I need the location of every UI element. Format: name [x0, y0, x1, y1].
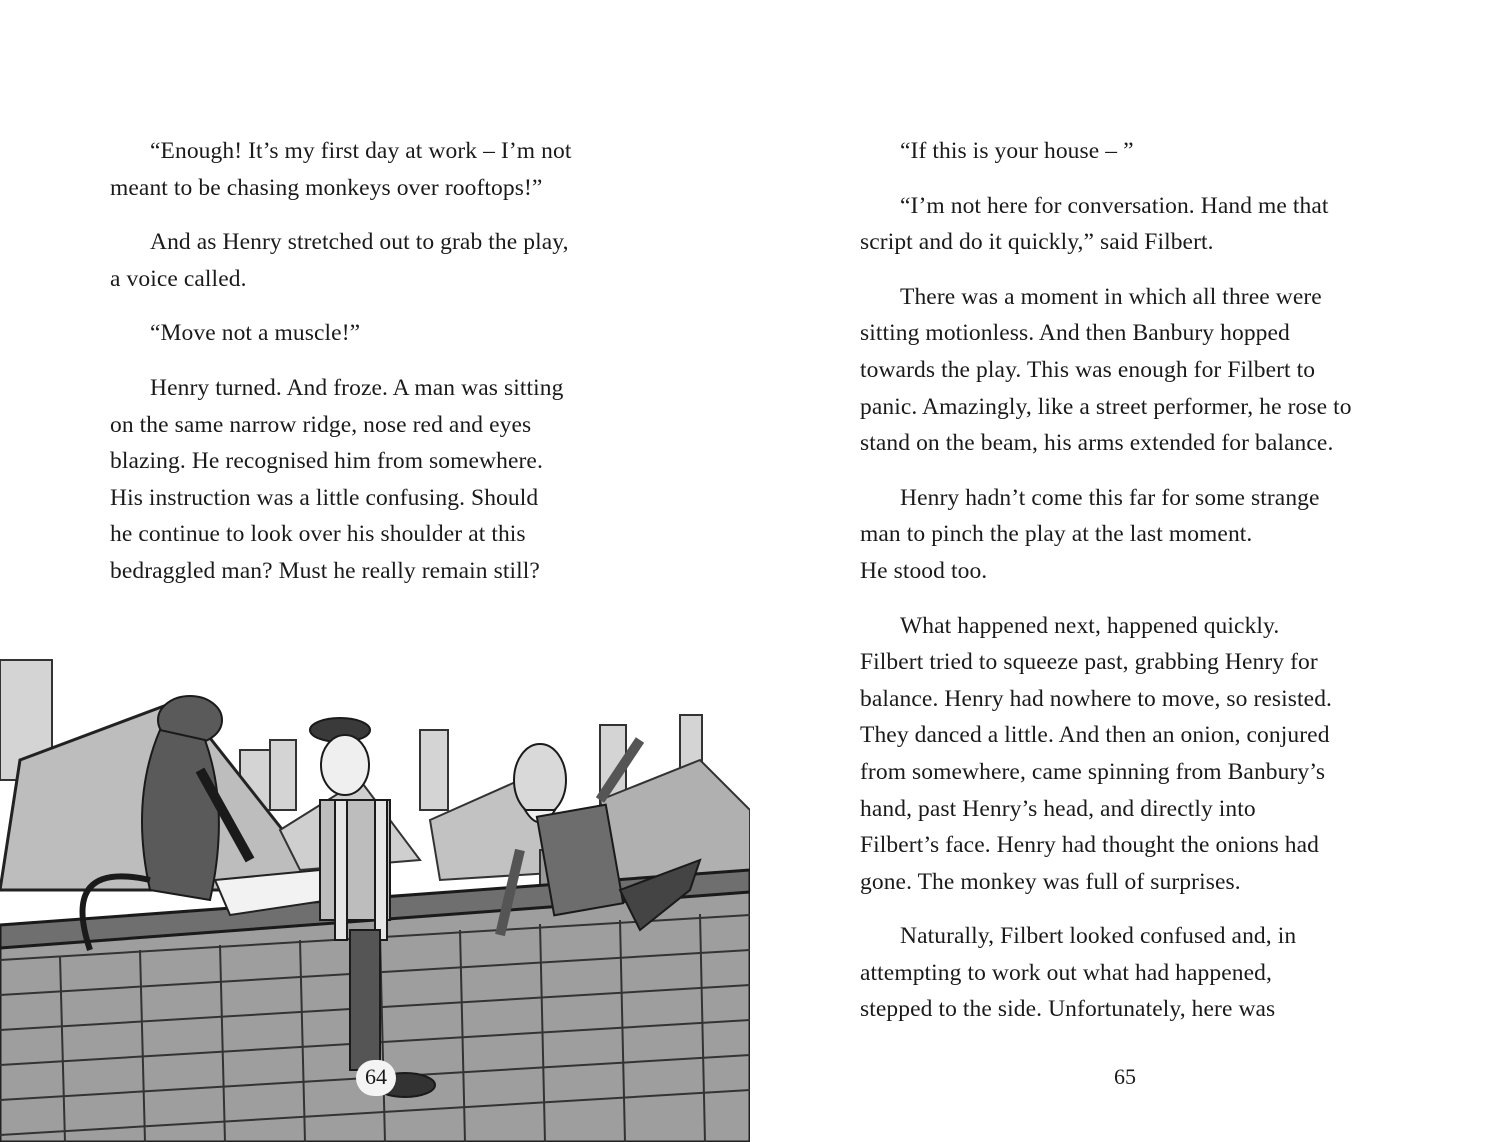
paragraph: Naturally, Filbert looked confused and, in attempting to work out what had happened, stepped to the side. Unfortunately, here was	[860, 923, 1297, 1023]
paragraph: And as Henry stretched out to grab the play, a voice called.	[110, 229, 569, 292]
paragraph: Henry hadn’t come this far for some strange man to pinch the play at the last moment. He stood too.	[860, 484, 1320, 584]
paragraph: There was a moment in which all three were sitting motionless. And then Banbury hopped towards the play. This was enough for Filbert to panic. Amazingly, like a street performer, he rose to stand on the beam, his arms extended for balance.	[860, 283, 1352, 457]
paragraph: “Enough! It’s my first day at work – I’m not meant to be chasing monkeys over rooftops!”	[110, 138, 572, 201]
paragraph: What happened next, happened quickly. Filbert tried to squeeze past, grabbing Henry for balance. Henry had nowhere to move, so resisted. They danced a little. And then an onion, conjured from somewhere, came spinning from Banbury’s hand, past Henry’s head, and directly into Filbert’s face. Henry had thought the onions had gone. The monkey was full of surprises.	[860, 612, 1333, 895]
paragraph: Henry turned. And froze. A man was sitting on the same narrow ridge, nose red and eyes blazing. He recognised him from somewhere. His instruction was a little confusing. Should he continue to look over his shoulder at this bedraggled man? Must he really remain still?	[110, 374, 564, 584]
right-page-text	[860, 133, 1405, 1046]
paragraph: “I’m not here for conversation. Hand me that script and do it quickly,” said Filbert.	[860, 192, 1329, 256]
right-page	[750, 0, 1500, 1142]
paragraph: “If this is your house – ”	[900, 138, 1134, 164]
left-page-text	[110, 133, 650, 608]
paragraph: “Move not a muscle!”	[150, 320, 361, 347]
page-number: 64	[356, 1060, 396, 1096]
page-number: 65	[1114, 1064, 1136, 1089]
